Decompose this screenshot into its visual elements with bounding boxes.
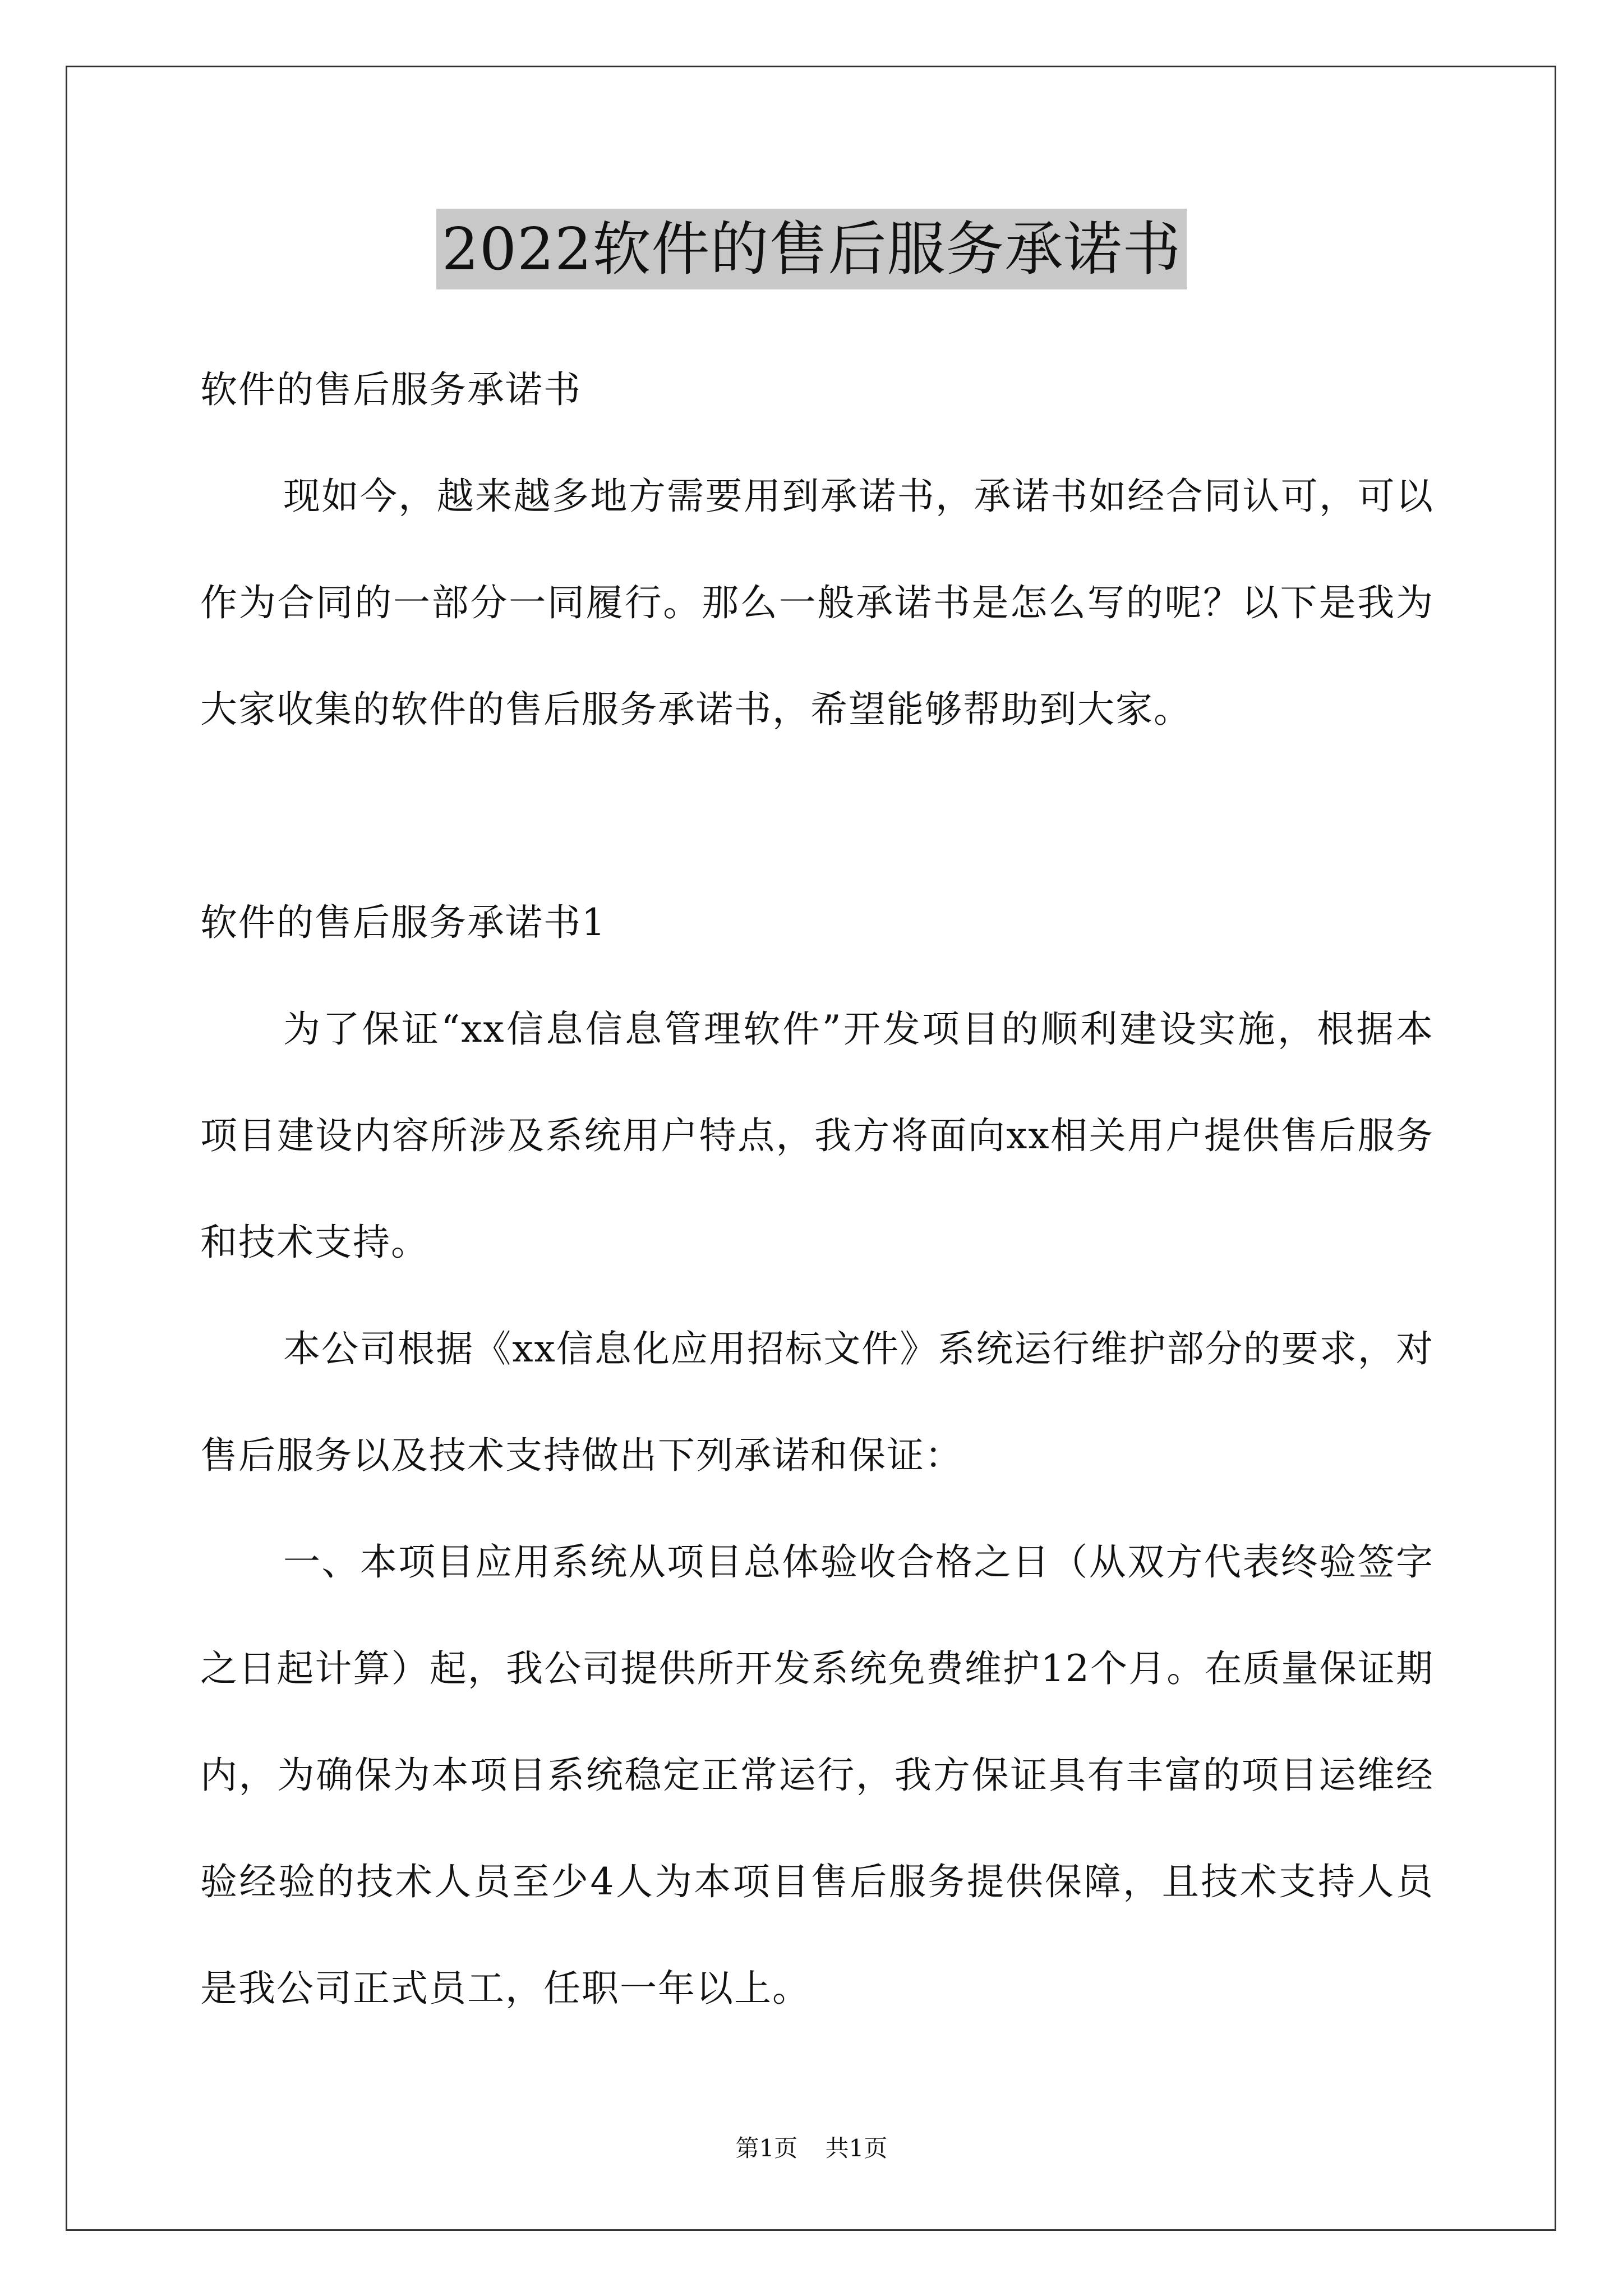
subtitle-paragraph: 软件的售后服务承诺书 <box>200 368 582 411</box>
body-paragraph: 本公司根据《xx信息化应用招标文件》系统运行维护部分的要求，对售后服务以及技术支持做出下列承诺和保证： <box>200 1327 1434 1477</box>
page-number-total: 共1页 <box>825 2134 888 2162</box>
document-title: 2022软件的售后服务承诺书 <box>436 209 1187 289</box>
body-paragraph: 一、本项目应用系统从项目总体验收合格之日（从双方代表终验签字之日起计算）起，我公司提供所开发系统免费维护12个月。在质量保证期内，为确保为本项目系统稳定正常运行，我方保证具有丰富的项目运维经验经验的技术人员至少4人为本项目售后服务提供保障，且技术支持人员是我公司正式员工，任职一年以上。 <box>200 1540 1434 2010</box>
document-body <box>200 337 1434 2042</box>
page-number-current: 第1页 <box>735 2134 798 2162</box>
section-heading: 软件的售后服务承诺书1 <box>200 901 606 944</box>
title-container <box>0 209 1623 289</box>
page-footer <box>0 2132 1623 2165</box>
intro-paragraph: 现如今，越来越多地方需要用到承诺书，承诺书如经合同认可，可以作为合同的一部分一同履行。那么一般承诺书是怎么写的呢？以下是我为大家收集的软件的售后服务承诺书，希望能够帮助到大家。 <box>200 475 1434 731</box>
body-paragraph: 为了保证“xx信息信息管理软件”开发项目的顺利建设实施，根据本项目建设内容所涉及系统用户特点，我方将面向xx相关用户提供售后服务和技术支持。 <box>200 1007 1434 1264</box>
